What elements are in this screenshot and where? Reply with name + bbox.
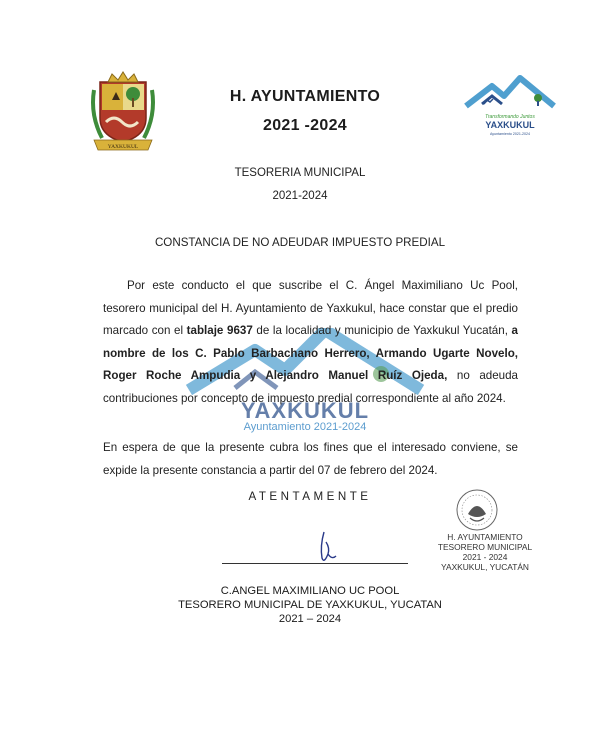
logo-name: YAXKUKUL (485, 120, 535, 130)
document-title: CONSTANCIA DE NO ADEUDAR IMPUESTO PREDIAL (154, 236, 446, 249)
logo-tagline: Transformando Juntos (485, 114, 535, 120)
watermark-name: YAXKUKUL (240, 398, 370, 423)
page-title: H. AYUNTAMIENTO (229, 88, 381, 105)
p1-text-a: Por este conducto el que suscribe el C. Ángel Maximiliano Uc Pool, tesorero municipal del H. Ayuntamiento de Yaxkukul, hace constar que el predio marcado con el (103, 279, 518, 337)
seal-line-2: TESORERO MUNICIPAL (437, 542, 533, 552)
signer-period: 2021 – 2024 (278, 613, 342, 625)
yaxkukul-logo (462, 74, 558, 144)
coat-of-arms-logo (88, 70, 158, 154)
signature (306, 528, 346, 568)
watermark-sub: Ayuntamiento 2021-2024 (243, 421, 367, 433)
closing-text: ATENTAMENTE (248, 490, 372, 503)
signature-line (222, 563, 408, 564)
official-seal-icon (452, 488, 502, 532)
p1-text-c: no adeuda contribuciones por concepto de impuesto predial correspondiente al año 2024. (103, 369, 519, 405)
page-period: 2021 -2024 (263, 117, 347, 134)
p1-owners: a nombre de los C. Pablo Barbachano Herrero, Armando Ugarte Novelo, Roger Roche Ampudia y Alejandro Manuel Ruíz Ojeda, (103, 324, 518, 382)
department-period: 2021-2024 (272, 190, 328, 202)
p1-tablaje: tablaje 9637 (186, 324, 253, 337)
body-paragraph-1 (103, 275, 518, 410)
coat-of-arms-banner: YAXKUKUL (107, 144, 139, 150)
signer-position: TESORERO MUNICIPAL DE YAXKUKUL, YUCATAN (178, 599, 442, 611)
seal-line-3: 2021 - 2024 (462, 552, 508, 562)
p1-text-b: de la localidad y municipio de Yaxkukul Yucatán, (252, 324, 512, 337)
logo-sub: Ayuntamiento 2021-2024 (489, 132, 531, 136)
seal-line-4: YAXKUKUL, YUCATÁN (441, 562, 529, 572)
department-name: TESORERIA MUNICIPAL (234, 167, 366, 179)
body-paragraph-2: En espera de que la presente cubra los fines que el interesado conviene, se expide la presente constancia a partir del 07 de febrero del 2024. (103, 441, 518, 477)
signer-name: C.ANGEL MAXIMILIANO UC POOL (220, 585, 400, 597)
seal-line-1: H. AYUNTAMIENTO (447, 532, 523, 542)
